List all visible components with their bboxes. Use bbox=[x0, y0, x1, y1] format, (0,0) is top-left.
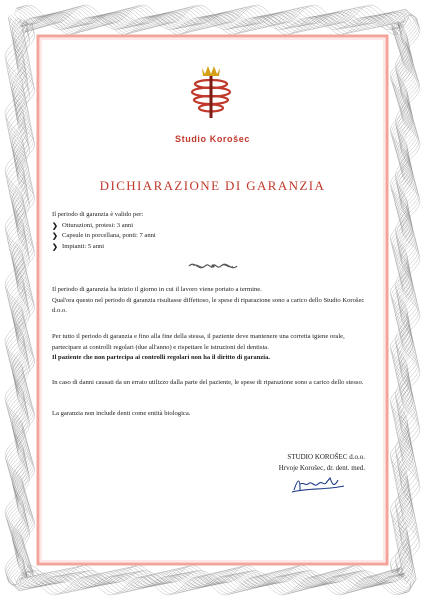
intro-text: Il periodo di garanzia è valido per: bbox=[52, 211, 144, 218]
document-title: DICHIARAZIONE DI GARANZIA bbox=[99, 178, 326, 193]
chevron-right-icon: ❯ bbox=[52, 242, 58, 251]
crown-icon bbox=[202, 66, 220, 76]
brand-name bbox=[44, 134, 381, 144]
chevron-right-icon: ❯ bbox=[52, 232, 58, 241]
ornament-divider bbox=[187, 260, 239, 272]
list-item: ❯ Impianti: 5 anni bbox=[52, 242, 105, 251]
certificate-page bbox=[44, 42, 381, 557]
coverage-section bbox=[52, 210, 374, 252]
studio-logo bbox=[174, 62, 246, 130]
paragraph-obligations: Per tutto il periodo di garanzia e fino alla fine della stessa, il paziente deve mantenere una corretta igiene orale, partecipare ai controlli regolari (due all'anno) e rispettare le istruzioni del dentista. Il paziente che non partecipa ai controlli regolari non ha il diritto di garanzia. bbox=[52, 333, 345, 362]
paragraph-damage: In caso di danni causati da un errato utilizzo dalla parte del paziente, le spese di riparazione sono a carico dello stesso. bbox=[52, 379, 364, 386]
signer-name: Hrvoje Korošec, dr. dent. med. bbox=[278, 463, 365, 472]
handwritten-signature bbox=[290, 474, 348, 496]
signature-block bbox=[279, 452, 365, 473]
list-item: ❯ Capsule in porcellana, ponti: 7 anni bbox=[52, 232, 156, 241]
paragraph-start: Il periodo di garanzia ha inizio il giorno in cui il lavoro viene portato a termine. Qual'ora questo nel periodo di garanzia risultasse diffettoso, le spese di riparazione sono a carico dello Studio Korošec d.o.o. bbox=[52, 286, 365, 315]
paragraph-exclusion: La garanzia non include denti come entità biologica. bbox=[52, 410, 191, 417]
brand-label: Studio Korošec bbox=[175, 134, 250, 144]
bold-warning: Il paziente che non partecipa ai controlli regolari non ha il diritto di garanzia. bbox=[52, 354, 271, 362]
list-item: ❯ Otturazioni, protesi: 3 anni bbox=[52, 221, 134, 230]
company-name: STUDIO KOROŠEC d.o.o. bbox=[287, 453, 365, 461]
chevron-right-icon: ❯ bbox=[52, 221, 58, 230]
tooth-logo bbox=[192, 76, 230, 118]
